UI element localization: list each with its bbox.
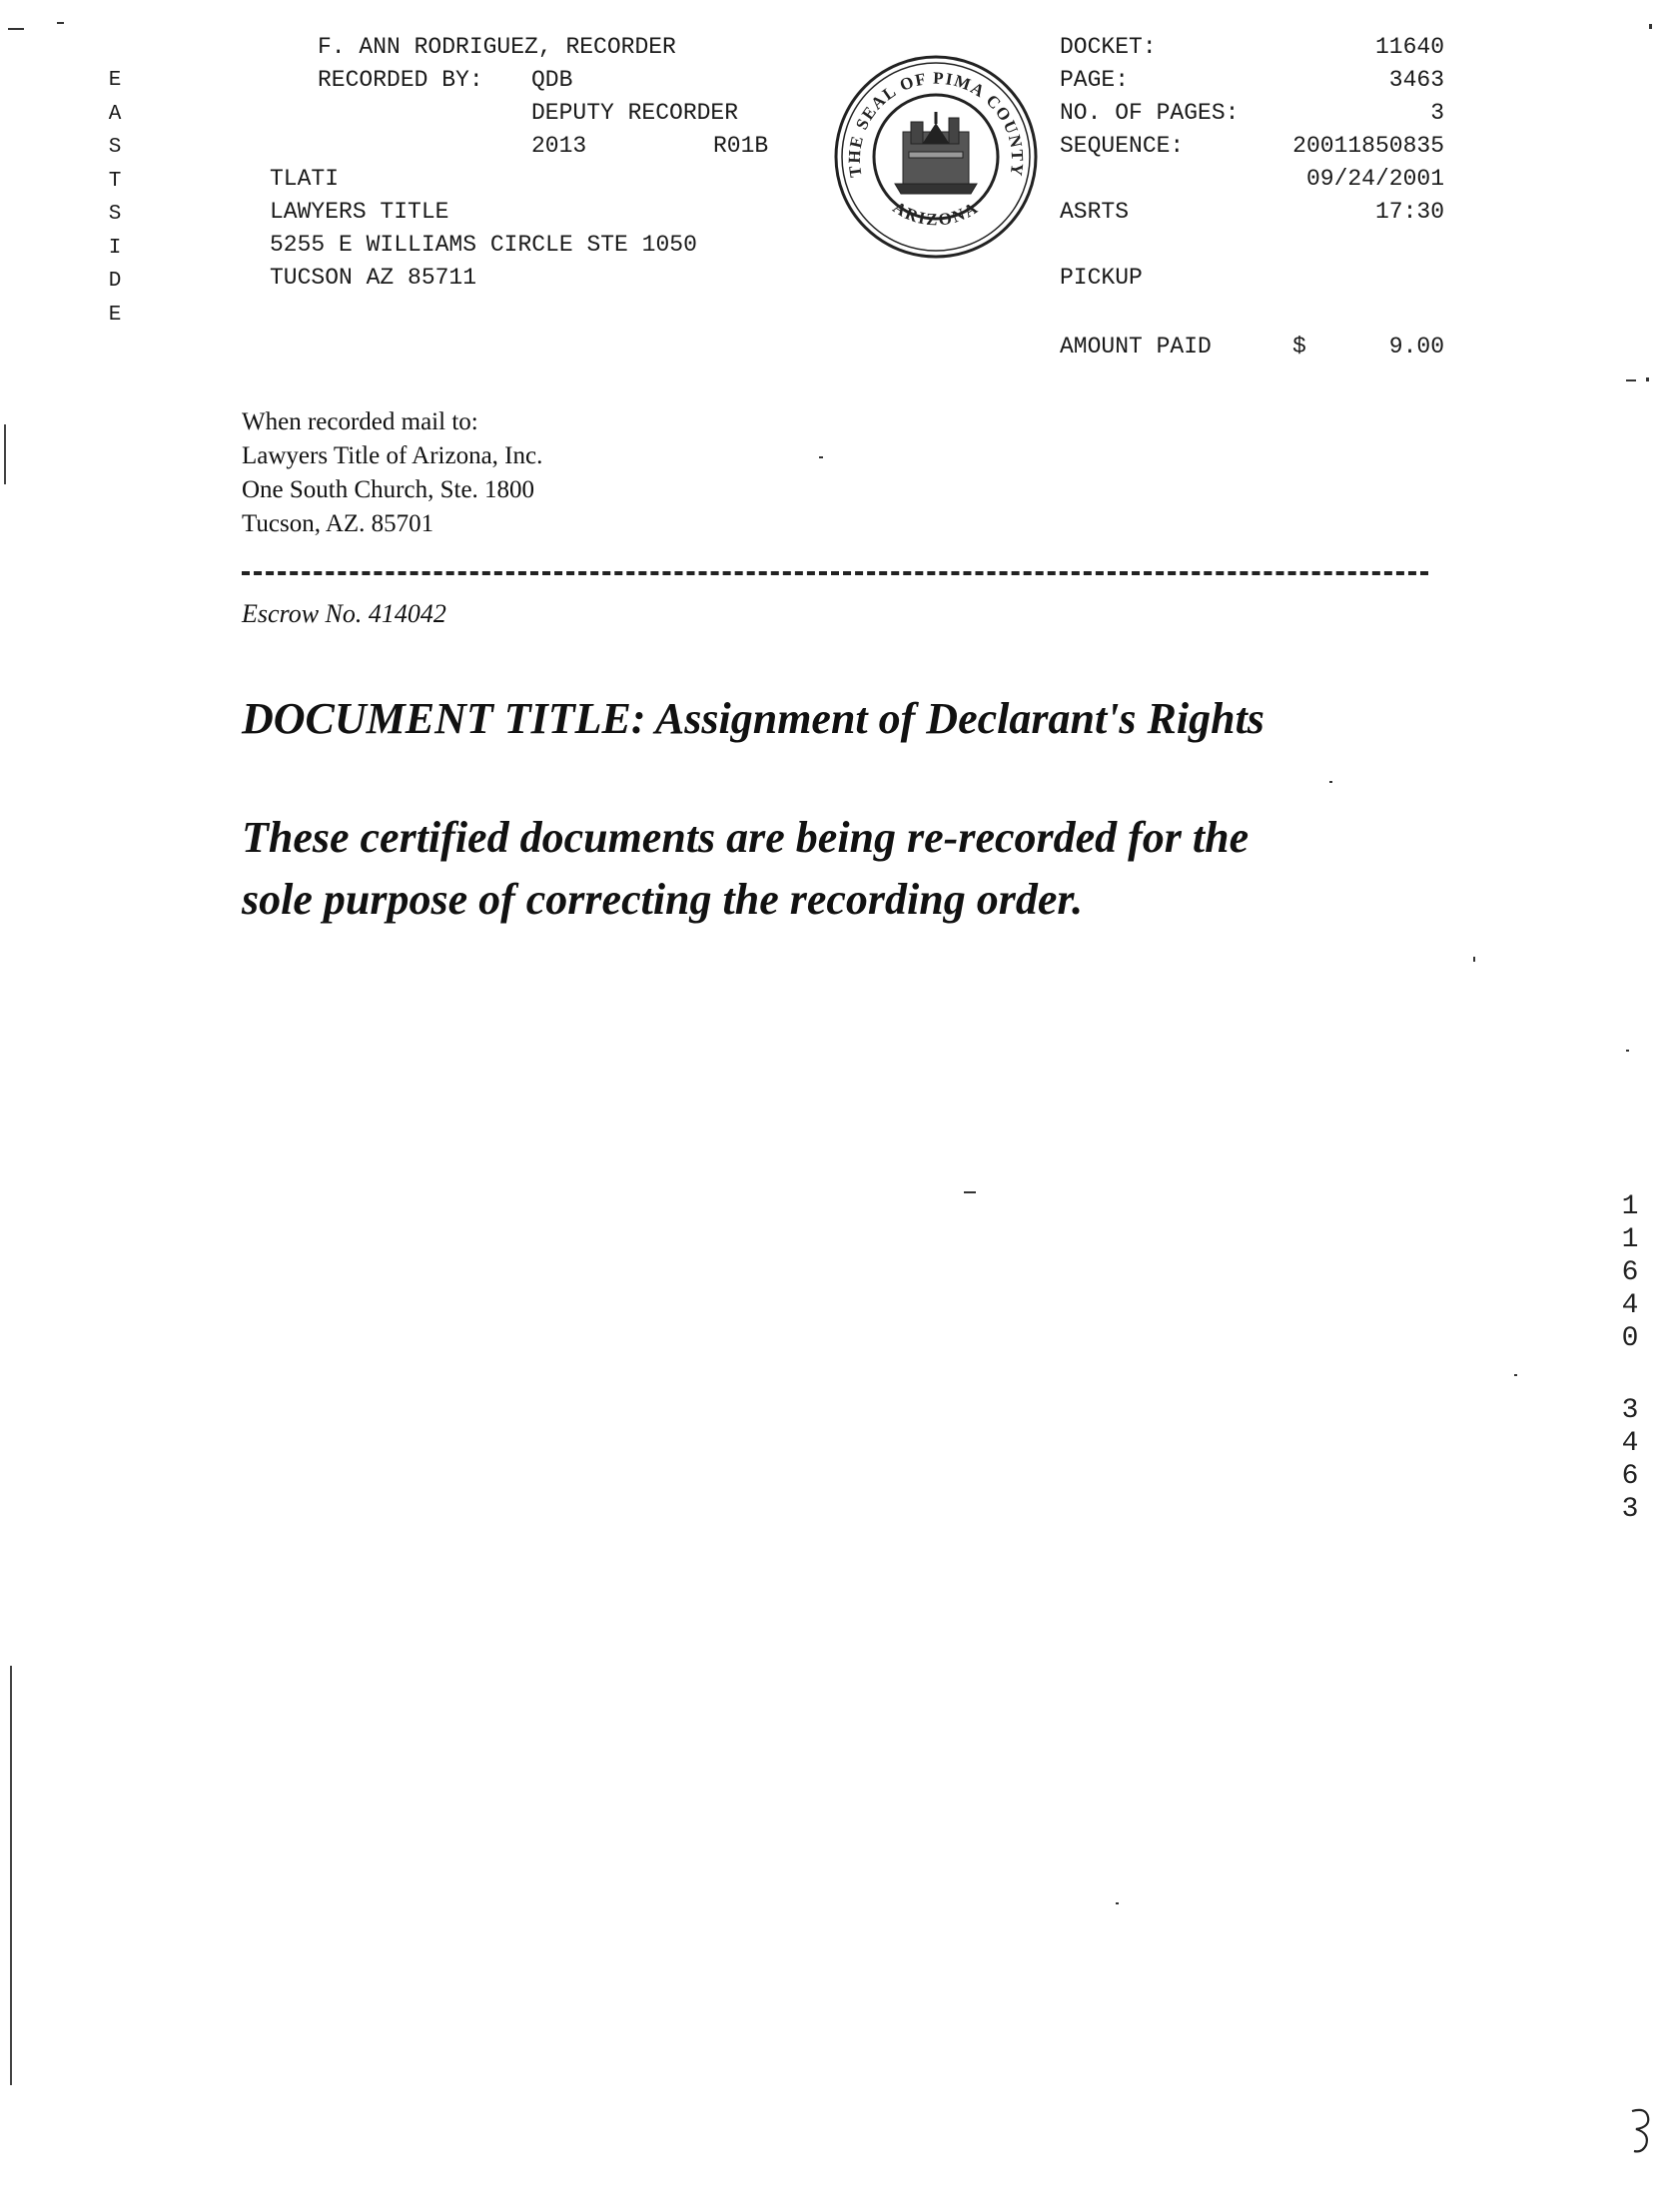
page-row — [1060, 64, 1444, 97]
side-stamp-letter: E — [108, 303, 122, 327]
pages-count: 3 — [1430, 100, 1444, 126]
date-row — [1060, 163, 1444, 196]
side-stamp-letter: S — [108, 203, 122, 226]
docket-row — [1060, 31, 1444, 64]
margin-digit: 6 — [1621, 1257, 1639, 1288]
margin-digit: 1 — [1621, 1191, 1639, 1222]
pickup-row — [1060, 262, 1444, 295]
amount-row — [1060, 331, 1444, 364]
side-stamp-letter: S — [108, 136, 122, 159]
station-code: 2013 — [531, 133, 587, 159]
side-stamp-letter: E — [108, 69, 122, 92]
mail-to-block — [242, 405, 542, 541]
seal-emblem — [895, 112, 977, 194]
pickup-label: PICKUP — [1060, 265, 1143, 291]
escrow-number: Escrow No. 414042 — [242, 599, 446, 628]
margin-digit: 6 — [1621, 1461, 1639, 1492]
dashed-divider — [242, 571, 1428, 575]
side-stamp-letter: T — [108, 169, 122, 193]
pages-label: NO. OF PAGES: — [1060, 100, 1240, 126]
asrts-row — [1060, 196, 1444, 229]
company-name: LAWYERS TITLE — [270, 199, 449, 225]
handwritten-mark — [1626, 2105, 1656, 2155]
svg-text:ARIZONA — [890, 198, 983, 230]
scan-mark — [8, 28, 24, 30]
scan-mark — [964, 1191, 976, 1193]
scan-mark — [1514, 1374, 1517, 1376]
mail-to-street: One South Church, Ste. 1800 — [242, 476, 535, 503]
scan-mark — [1116, 1902, 1119, 1904]
side-stamp-letter: A — [108, 102, 122, 126]
side-stamp-letter: D — [108, 270, 122, 293]
scan-line — [10, 1666, 12, 2085]
margin-digit: 0 — [1621, 1323, 1639, 1354]
sequence-label: SEQUENCE: — [1060, 133, 1185, 159]
recorded-by-label: RECORDED BY: — [318, 67, 483, 93]
scan-mark — [1646, 377, 1649, 381]
currency-symbol: $ — [1292, 334, 1306, 360]
account-code: TLATI — [270, 166, 340, 192]
recording-date: 09/24/2001 — [1305, 166, 1444, 192]
station-id: R01B — [713, 133, 769, 159]
re-recording-note — [242, 807, 1249, 931]
deputy-recorder: DEPUTY RECORDER — [531, 100, 739, 126]
side-stamp — [103, 64, 127, 332]
page-label: PAGE: — [1060, 67, 1130, 93]
company-city: TUCSON AZ 85711 — [270, 265, 477, 291]
pages-row — [1060, 97, 1444, 130]
mail-to-city: Tucson, AZ. 85701 — [242, 510, 434, 537]
scan-mark — [1473, 957, 1475, 962]
page-number: 3463 — [1388, 67, 1444, 93]
docket-number: 11640 — [1374, 34, 1444, 60]
mail-to-heading: When recorded mail to: — [242, 408, 478, 435]
scan-mark — [1626, 379, 1636, 381]
company-street: 5255 E WILLIAMS CIRCLE STE 1050 — [270, 232, 697, 258]
amount-label: AMOUNT PAID — [1060, 334, 1212, 360]
margin-digit: 4 — [1621, 1428, 1639, 1459]
recording-time: 17:30 — [1374, 199, 1444, 225]
mail-to-company: Lawyers Title of Arizona, Inc. — [242, 442, 543, 469]
county-seal — [831, 52, 1041, 262]
asrts-label: ASRTS — [1060, 199, 1130, 225]
scan-mark — [57, 22, 64, 24]
note-line-2: sole purpose of correcting the recording order. — [242, 875, 1084, 924]
margin-digit: 4 — [1621, 1290, 1639, 1321]
margin-page-stamp — [1618, 1394, 1642, 1526]
docket-label: DOCKET: — [1060, 34, 1157, 60]
margin-digit: 3 — [1621, 1395, 1639, 1426]
sequence-row — [1060, 130, 1444, 163]
seal-bottom-text: ARIZONA — [889, 197, 983, 230]
recorded-by-value: QDB — [531, 67, 573, 93]
sequence-number: 20011850835 — [1292, 133, 1444, 159]
document-title: DOCUMENT TITLE: Assignment of Declarant's Rights — [242, 694, 1264, 743]
amount-paid: 9.00 — [1388, 334, 1444, 360]
note-line-1: These certified documents are being re-recorded for the — [242, 813, 1250, 862]
seal-top-text: THE SEAL OF PIMA COUNTY — [844, 68, 1028, 179]
scan-mark — [1329, 781, 1332, 783]
scan-mark — [1626, 1050, 1629, 1052]
scan-mark — [819, 456, 823, 458]
margin-digit: 1 — [1621, 1224, 1639, 1255]
margin-digit: 3 — [1621, 1494, 1639, 1525]
scan-line — [4, 424, 6, 484]
margin-docket-stamp — [1618, 1190, 1642, 1355]
recorder-name: F. ANN RODRIGUEZ, RECORDER — [318, 34, 676, 60]
scan-mark — [1649, 24, 1652, 29]
side-stamp-letter: I — [108, 236, 122, 260]
